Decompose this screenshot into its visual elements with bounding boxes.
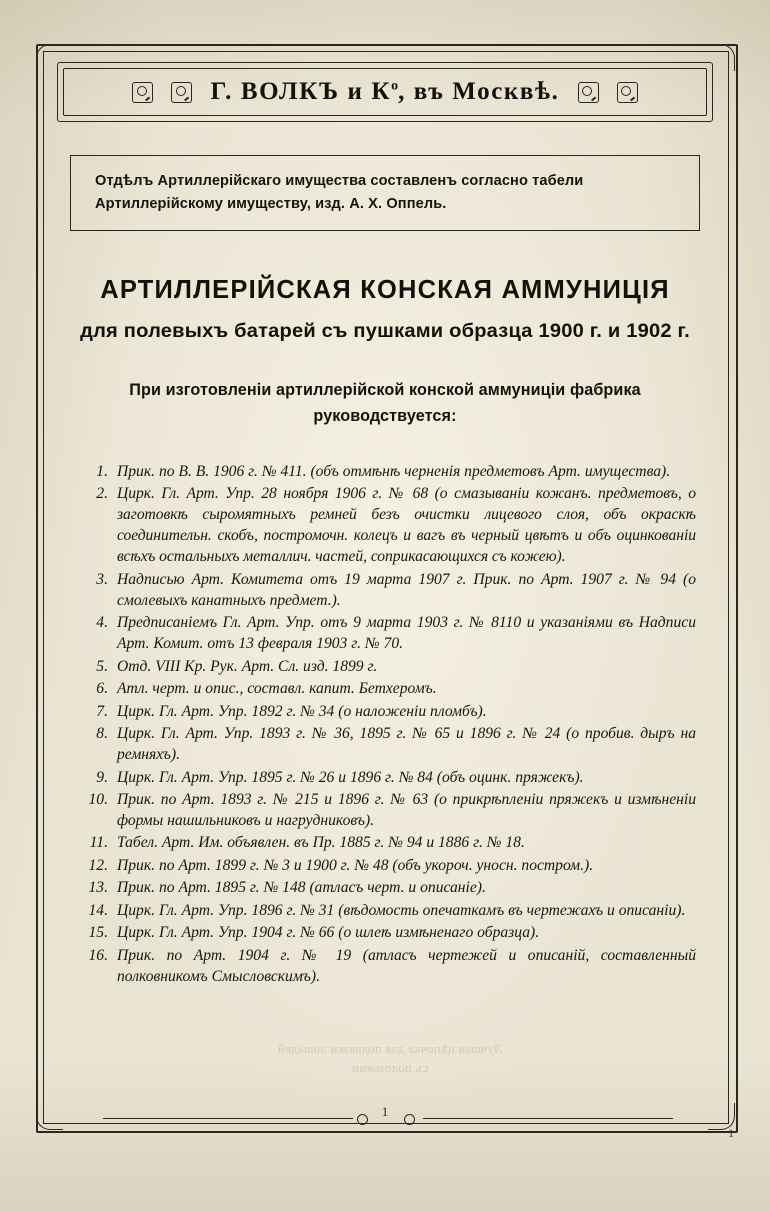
company-name-text: Г. ВОЛКЪ и К [210,78,392,105]
list-item-number: 11. [89,834,108,852]
list-item [76,613,696,655]
list-item-number: 5. [96,657,108,675]
square-knot-ornament-icon [578,82,599,103]
list-item [76,702,696,723]
list-item [76,833,696,854]
list-item-text: Прик. по Арт. 1899 г. № 3 и 1900 г. № 48 (объ укороч. уносн. постром.). [117,856,594,874]
list-item-text: Прик. по Арт. 1895 г. № 148 (атласъ черт. и описаніе). [117,879,486,897]
list-item [76,946,696,988]
company-name-tail: , въ Москвѣ. [398,78,560,105]
list-item-text: Прик. по Арт. 1904 г. № 19 (атласъ чертежей и описаній, составленный полковникомъ Смысловскимъ). [117,946,696,985]
page-number: 1 [381,1104,389,1119]
list-item-number: 16. [88,946,108,964]
list-item-number: 13. [88,879,108,897]
list-item-text: Атл. черт. и опис., составл. капит. Бетхеромъ. [117,680,437,698]
square-knot-ornament-icon [132,82,153,103]
bleed-line-1: Лучшая цѣпочка для подвязки лошадей [277,1042,503,1056]
list-item-text: Отд. VIII Кр. Рук. Арт. Сл. изд. 1899 г. [117,657,378,675]
list-item [76,679,696,700]
list-item-number: 14. [88,901,108,919]
list-item-number: 1. [96,463,108,480]
section-lead-line-2: руководствуется: [313,407,457,426]
list-item [76,484,696,568]
list-item-text: Цирк. Гл. Арт. Упр. 28 ноября 1906 г. № 68 (о смазываніи кожанъ. предметовъ, о заготовкѣ сыромятныхъ ремней безъ очистки лицевого слоя, объ окраскѣ соединительн. скобъ, постромочн. колецъ и вагъ въ черный цвѣтъ и объ оцинкованіи всѣхъ остальныхъ металлич. частей, соприкасающихся съ кожею). [117,485,696,566]
list-item [76,657,696,678]
list-item-text: Табел. Арт. Им. объявлен. въ Пр. 1885 г. № 94 и 1886 г. № 18. [117,834,525,852]
list-item [76,462,696,483]
list-item [76,768,696,789]
list-item-number: 8. [96,725,108,743]
list-item [76,790,696,832]
list-item-number: 9. [96,768,108,786]
square-knot-ornament-icon [171,82,192,103]
list-item-text: Надписью Арт. Комитета отъ 19 марта 1907 г. Прик. по Арт. 1907 г. № 94 (о смолевыхъ канатныхъ предмет.). [117,570,696,609]
scan-page-number: 1 [728,1126,734,1140]
header-content [57,62,713,122]
list-item-text: Цирк. Гл. Арт. Упр. 1896 г. № 31 (вѣдомость опечаткамъ въ чертежахъ и описаніи). [117,901,686,919]
list-item-number: 2. [96,485,108,503]
company-name-superscript: о [391,78,399,94]
square-knot-ornament-icon [617,82,638,103]
list-item-number: 10. [88,791,108,809]
list-item [76,570,696,612]
list-item-text: Цирк. Гл. Арт. Упр. 1892 г. № 34 (о наложеніи пломбъ). [117,702,487,720]
list-item-number: 4. [96,614,108,632]
list-item-text: Цирк. Гл. Арт. Упр. 1893 г. № 36, 1895 г. № 65 и 1896 г. № 24 (о пробив. дыръ на ремняхъ). [117,725,696,764]
list-item-number: 6. [96,680,108,698]
company-name [210,78,559,106]
list-item-text: Предписаніемъ Гл. Арт. Упр. отъ 9 марта 1903 г. № 8110 и указаніями въ Надписи Арт. Комит. отъ 13 февраля 1903 г. № 70. [117,614,696,653]
page-title: АРТИЛЛЕРІЙСКАЯ КОНСКАЯ АММУНИЦІЯ [100,276,670,304]
list-item-text: Прик. по В. В. 1906 г. № 411. (объ отмѣнѣ черненія предметовъ Арт. имущества). [117,463,671,480]
section-lead-line-1: При изготовленіи артиллерійской конской аммуниціи фабрика [129,381,641,399]
list-item-text: Прик. по Арт. 1893 г. № 215 и 1896 г. № 63 (о прикрѣпленіи пряжекъ и измѣненіи формы нашильниковъ и нагрудниковъ). [117,791,696,829]
list-item [76,856,696,877]
notice-box [70,155,700,231]
list-item-number: 12. [88,856,108,874]
list-item-text: Цирк. Гл. Арт. Упр. 1895 г. № 26 и 1896 г. № 84 (объ оцинк. пряжекъ). [117,768,584,786]
list-item [76,901,696,922]
list-item [76,923,696,944]
list-item-number: 7. [96,702,108,720]
bleed-line-2: съ полозьями [351,1061,429,1076]
notice-line-1: Отдѣлъ Артиллерійскаго имущества составленъ согласно табели [95,173,584,189]
list-item [76,724,696,766]
regulations-list [76,462,696,989]
notice-line-2: Артиллерійскому имуществу, изд. А. Х. Оппель. [95,195,447,212]
list-item-number: 15. [88,924,108,942]
section-lead-in [62,377,708,429]
list-item [76,878,696,899]
list-item-number: 3. [96,570,108,588]
list-item-text: Цирк. Гл. Арт. Упр. 1904 г. № 66 (о шлеѣ измѣненаго образца). [117,924,540,942]
page-subtitle: для полевыхъ батарей съ пушками образца 1900 г. и 1902 г. [80,320,690,342]
